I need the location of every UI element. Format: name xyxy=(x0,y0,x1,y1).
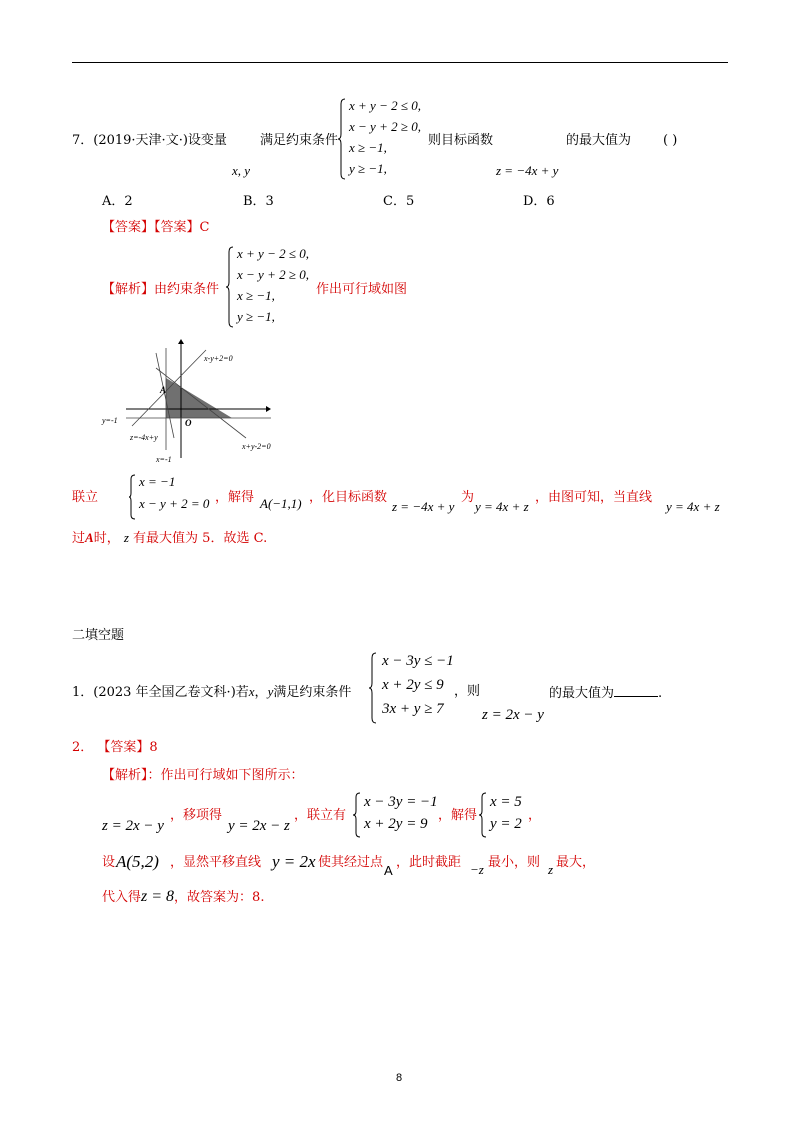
label-x-eq-minus1: x=-1 xyxy=(156,455,172,464)
q1-system-line-2: x + 2y ≤ 9 xyxy=(382,677,444,693)
q7-solve-line-1: x = −1 xyxy=(139,474,176,489)
q2-set-line: y = 2x xyxy=(272,852,316,871)
q7-vars: x, y xyxy=(232,163,251,178)
q7-feasible-region-figure xyxy=(96,338,296,468)
q7-analysis-brace xyxy=(225,246,235,328)
label-line-x-plus-y-minus-2: x+y-2=0 xyxy=(242,442,271,451)
q7-final-a: A xyxy=(85,530,94,545)
q1-cond: 满足约束条件 xyxy=(273,685,352,700)
q2-solution-line-1: x = 5 xyxy=(490,794,522,810)
q2-set-a: A xyxy=(384,863,393,878)
q7-final-text2: 时， xyxy=(93,531,120,546)
q7-condition-label: 满足约束条件 xyxy=(260,133,339,148)
q7-option-b: B．3 xyxy=(243,194,274,209)
q1-objective: z = 2x − y xyxy=(482,707,544,723)
q2-solution-line-2: y = 2 xyxy=(490,816,522,832)
q1-end: . xyxy=(658,686,663,701)
q2-sub-text2: ，故答案为：8. xyxy=(174,890,265,905)
q7-system-brace xyxy=(337,98,347,180)
q1-system-line-1: x − 3y ≤ −1 xyxy=(382,653,454,669)
q2-set-text3: 使其经过点 xyxy=(318,855,384,870)
q7-final-text3: 有最大值为 5．故选 C. xyxy=(133,531,268,546)
q1-y: y xyxy=(267,684,274,699)
q2-sub-line xyxy=(102,889,264,906)
feasible-region xyxy=(166,378,232,418)
q7-solve-eq1: z = −4x + y xyxy=(392,499,455,514)
q7-solve-text3: 为 xyxy=(461,490,475,505)
q2-sub-eq: z = 8 xyxy=(141,888,175,905)
label-line-x-minus-y-plus-2: x-y+2=0 xyxy=(204,354,233,363)
q7-analysis-line-2: x − y + 2 ≥ 0, xyxy=(237,267,309,282)
q1-sep: ， xyxy=(254,685,268,700)
q7-solve-point: A(−1,1) xyxy=(260,496,302,511)
q1-max xyxy=(549,684,662,702)
q7-answer-label: 【答案】【答案】C xyxy=(102,220,210,235)
page-number: 8 xyxy=(396,1072,403,1084)
q7-solve-eq2: y = 4x + z xyxy=(475,499,529,514)
q1-then: ，则 xyxy=(454,684,481,699)
q7-system-line-2: x − y + 2 ≥ 0, xyxy=(349,119,421,134)
q2-answer-label: 【答案】8 xyxy=(97,740,158,755)
q7-analysis-line-3: x ≥ −1, xyxy=(237,288,275,303)
q7-system-line-1: x + y − 2 ≤ 0, xyxy=(349,98,421,113)
q2-solution-brace xyxy=(478,792,488,838)
x-axis-arrow xyxy=(266,406,271,412)
q7-solve-text4: ，由图可知，当直线 xyxy=(535,490,653,505)
label-y-eq-minus1: y=-1 xyxy=(102,416,118,425)
q7-final-z: z xyxy=(123,530,129,545)
q7-objective: z = −4x + y xyxy=(496,163,559,178)
q7-option-d: D．6 xyxy=(523,194,555,209)
q2-sub-text1: 代入得 xyxy=(102,890,142,905)
q7-system-line-4: y ≥ −1, xyxy=(349,161,387,176)
q2-step-text3: ，解得 xyxy=(438,808,478,823)
q7-number: 7．(2019·天津·文·)设变量 xyxy=(72,133,227,148)
q7-option-c: C．5 xyxy=(383,194,415,209)
q7-then-text: 则目标函数 xyxy=(428,133,494,148)
q1-max-text: 的最大值为 xyxy=(549,686,615,701)
q7-analysis-tail: 作出可行域如图 xyxy=(316,282,408,297)
q2-set-point: A(5,2) xyxy=(116,852,159,871)
q2-analysis-label: 【解析】：作出可行域如下图所示： xyxy=(102,768,304,783)
q1-line xyxy=(72,684,351,701)
q1-number: 1．(2023 年全国乙卷文科·)若 xyxy=(72,685,249,700)
q7-solve-text2: ，化目标函数 xyxy=(309,490,388,505)
q7-final-line xyxy=(72,530,267,547)
q1-answer-blank xyxy=(614,684,658,697)
q7-analysis-label: 【解析】由约束条件 xyxy=(102,282,220,297)
q2-step-system-line-2: x + 2y = 9 xyxy=(364,816,428,832)
header-rule xyxy=(72,62,728,63)
q7-solve-label: 联立 xyxy=(72,490,99,505)
q7-system-line-3: x ≥ −1, xyxy=(349,140,387,155)
q2-step-system-line-1: x − 3y = −1 xyxy=(364,794,438,810)
section2-title: 二填空题 xyxy=(72,628,125,643)
q2-step-text4: ， xyxy=(528,808,542,823)
q2-set-text5: 最小，则 xyxy=(488,855,541,870)
q2-set-text2: ，显然平移直线 xyxy=(170,855,262,870)
q2-step-system-brace xyxy=(352,792,362,838)
label-objective: z=-4x+y xyxy=(130,433,158,442)
q2-set-text1: 设 xyxy=(102,855,116,870)
q2-step-eq2: y = 2x − z xyxy=(228,818,290,834)
q1-system-line-3: 3x + y ≥ 7 xyxy=(382,701,444,717)
q7-answer-paren: ( ) xyxy=(663,133,678,148)
q7-solve-line-2: x − y + 2 = 0 xyxy=(139,496,210,511)
q2-step-eq1: z = 2x − y xyxy=(102,818,164,834)
q1-system-brace xyxy=(368,652,378,724)
q1-x: x xyxy=(248,684,255,699)
q2-set-negz: −z xyxy=(470,862,484,877)
q2-answer-num: 2． xyxy=(72,740,94,755)
label-origin: O xyxy=(185,418,192,428)
q2-set-text6: 最大， xyxy=(556,855,596,870)
q7-solve-eq3: y = 4x + z xyxy=(666,499,720,514)
q7-solve-brace xyxy=(128,474,137,520)
q7-solve-text1: ，解得 xyxy=(215,490,255,505)
q2-step-text1: ，移项得 xyxy=(170,808,223,823)
q7-analysis-line-1: x + y − 2 ≤ 0, xyxy=(237,246,309,261)
q7-final-text1: 过 xyxy=(72,531,86,546)
label-point-a: A xyxy=(160,385,167,395)
q2-step-text2: ，联立有 xyxy=(294,808,347,823)
q2-set-text4: ，此时截距 xyxy=(396,855,462,870)
q2-answer-line xyxy=(72,740,158,756)
q7-analysis-line-4: y ≥ −1, xyxy=(237,309,275,324)
y-axis-arrow xyxy=(178,339,184,344)
q7-option-a: A．2 xyxy=(102,194,133,209)
q2-set-z: z xyxy=(548,862,554,877)
q7-max-text: 的最大值为 xyxy=(566,133,632,148)
